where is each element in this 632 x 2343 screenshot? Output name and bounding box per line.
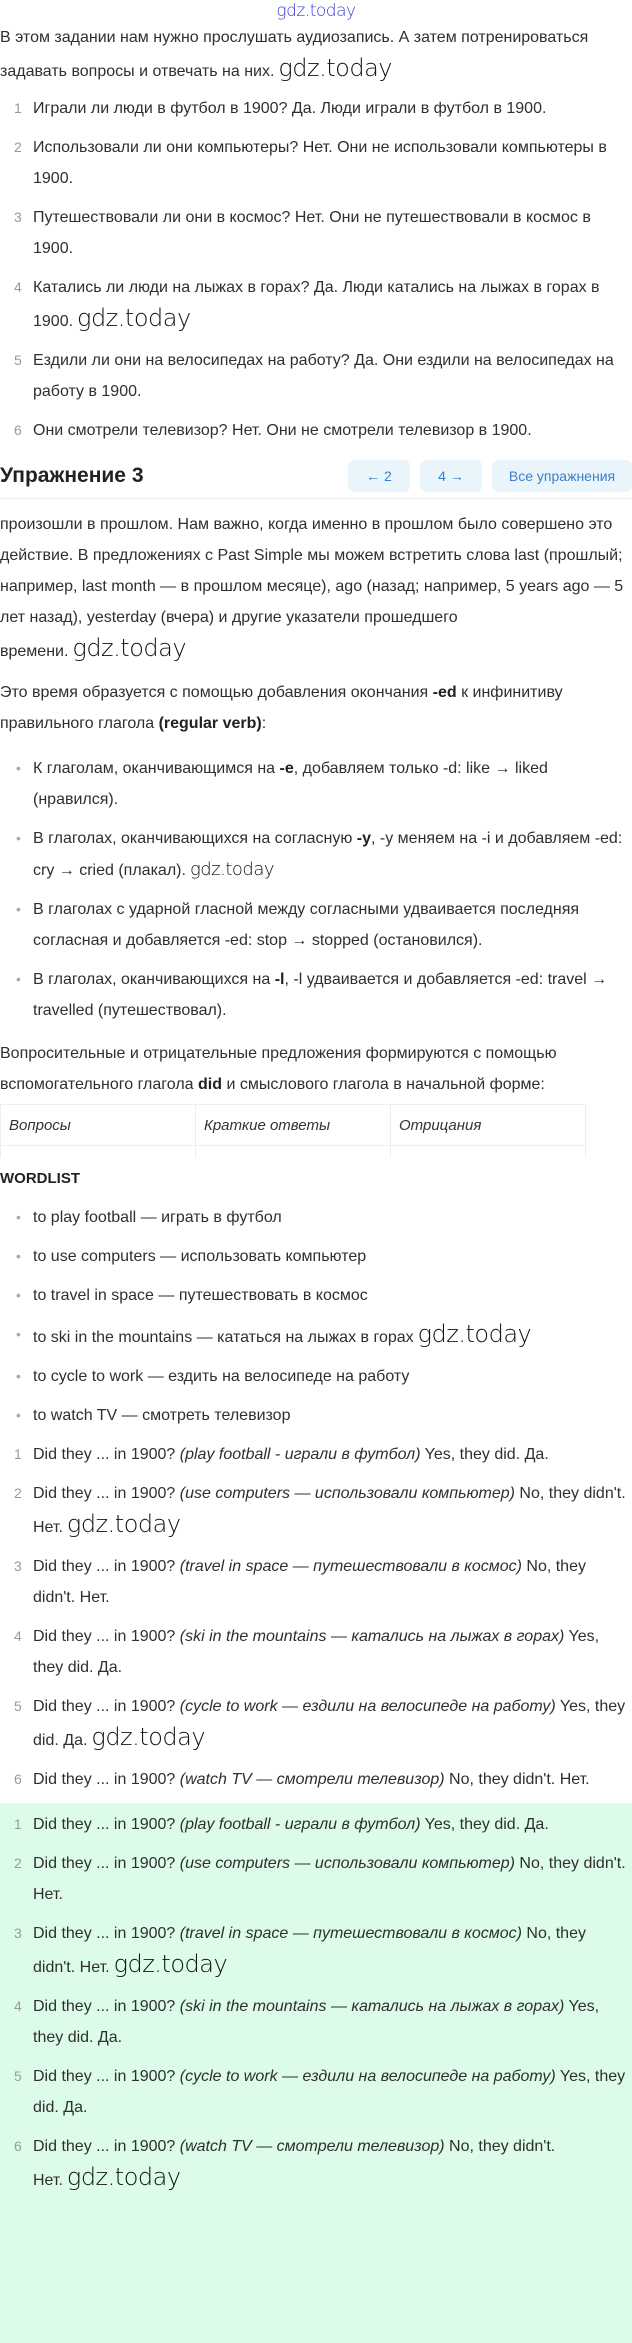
answer-item xyxy=(0,1991,632,2053)
rule-item xyxy=(0,823,632,886)
wordlist-text: to cycle to work — ездить на велосипеде на работу xyxy=(33,1368,410,1385)
answers-list xyxy=(0,1439,632,1795)
wordlist-text: to travel in space — путешествовать в космос xyxy=(33,1287,368,1304)
translation-item xyxy=(0,345,632,407)
translation-list xyxy=(0,93,632,446)
text-segment: Yes, they did. Да. xyxy=(33,2068,626,2116)
intro-text xyxy=(0,22,632,87)
text-segment: Did they ... in 1900? xyxy=(33,2138,180,2155)
bullet-icon: • xyxy=(16,1326,21,1342)
wordlist-section xyxy=(0,1166,632,1795)
rule-item xyxy=(0,894,632,956)
watermark: gdz.today xyxy=(91,1723,206,1751)
wordlist-text: to watch TV — смотреть телевизор xyxy=(33,1407,291,1424)
text-segment: В глаголах, оканчивающихся на xyxy=(33,971,275,988)
translation-item xyxy=(0,272,632,337)
item-number: 5 xyxy=(14,352,22,368)
text-segment: Yes, they did. Да. xyxy=(420,1446,549,1463)
bullet-icon: • xyxy=(16,830,21,846)
highlighted-answer-block xyxy=(0,1803,632,2343)
answer-item xyxy=(0,1691,632,1756)
text-segment: Yes, they did. Да. xyxy=(33,1698,626,1749)
text-segment: , добавляем только -d: like → liked (нравился). xyxy=(33,760,548,808)
wordlist-item xyxy=(0,1280,632,1311)
text-segment: Did they ... in 1900? xyxy=(33,1698,180,1715)
text-segment: : xyxy=(261,715,267,732)
translation-text: Катались ли люди на лыжах в горах? Да. Люди катались на лыжах в горах в 1900. xyxy=(33,279,600,330)
wordlist-text: to ski in the mountains — кататься на лыжах в горах xyxy=(33,1329,414,1346)
table-cell xyxy=(196,1146,391,1159)
wordlist-item xyxy=(0,1400,632,1431)
text-segment: К глаголам, оканчивающимся на xyxy=(33,760,280,777)
site-logo: gdz.today xyxy=(276,1,356,21)
text-segment: В глаголах, оканчивающихся на согласную xyxy=(33,830,357,847)
watermark: gdz.today xyxy=(189,859,275,880)
bullet-icon: • xyxy=(16,760,21,776)
text-segment: Did they ... in 1900? xyxy=(33,1558,180,1575)
item-number: 3 xyxy=(14,1925,22,1941)
all-exercises-button[interactable]: Все упражнения xyxy=(492,460,632,492)
translation-text: Ездили ли они на велосипедах на работу? Да. Они ездили на велосипедах на работу в 1900. xyxy=(33,352,614,400)
text-segment: Это время образуется с помощью добавления окончания xyxy=(0,684,433,701)
verb-hint: (use computers — использовали компьютер) xyxy=(179,1855,515,1872)
intro-text-content: В этом задании нам нужно прослушать аудиозапись. А затем потренироваться задавать вопросы и отвечать на них. xyxy=(0,29,589,80)
rule-item xyxy=(0,964,632,1026)
wordlist xyxy=(0,1202,632,1431)
text-segment: Did they ... in 1900? xyxy=(33,1771,180,1788)
watermark: gdz.today xyxy=(72,634,187,662)
text-segment: No, they didn't. Нет. xyxy=(33,1855,626,1903)
answers-list-highlighted xyxy=(0,1809,632,2196)
table-header-questions: Вопросы xyxy=(1,1105,196,1146)
text-segment: No, they didn't. Нет. xyxy=(444,1771,590,1788)
table-header-negatives: Отрицания xyxy=(391,1105,586,1146)
translation-text: Использовали ли они компьютеры? Нет. Они не использовали компьютеры в 1900. xyxy=(33,139,607,187)
bullet-icon: • xyxy=(16,1287,21,1303)
answer-item xyxy=(0,1551,632,1613)
verb-hint: (travel in space — путешествовали в космос) xyxy=(179,1925,522,1942)
text-segment: Did they ... in 1900? xyxy=(33,1855,180,1872)
answer-item xyxy=(0,1764,632,1795)
translation-item xyxy=(0,415,632,446)
text-segment: Did they ... in 1900? xyxy=(33,1446,180,1463)
answer-item xyxy=(0,2131,632,2196)
watermark: gdz.today xyxy=(66,2163,181,2191)
wordlist-title: WORDLIST xyxy=(0,1170,80,1187)
text-segment: Did they ... in 1900? xyxy=(33,1628,180,1645)
item-number: 3 xyxy=(14,209,22,225)
answer-item xyxy=(0,1848,632,1910)
grammar-table xyxy=(0,1104,586,1158)
text-segment: , -l удваивается и добавляется -ed: travel → travelled (путешествовал). xyxy=(33,971,608,1019)
verb-hint: (play football - играли в футбол) xyxy=(179,1816,421,1833)
wordlist-item xyxy=(0,1319,632,1353)
bullet-icon: • xyxy=(16,1368,21,1384)
theory-section xyxy=(0,509,632,1158)
answer-item xyxy=(0,1621,632,1683)
verb-hint: (play football - играли в футбол) xyxy=(179,1446,421,1463)
bold-term: -ed xyxy=(432,684,457,701)
wordlist-item xyxy=(0,1202,632,1233)
table-header-short-answers: Краткие ответы xyxy=(196,1105,391,1146)
wordlist-text: to play football — играть в футбол xyxy=(33,1209,282,1226)
item-number: 5 xyxy=(14,1698,22,1714)
exercise-header xyxy=(0,454,632,499)
text-segment: No, they didn't. Нет. xyxy=(33,1558,586,1606)
text-segment: Yes, they did. Да. xyxy=(33,1998,600,2046)
bold-term: -y xyxy=(356,830,371,847)
theory-formation xyxy=(0,677,632,739)
text-segment: Yes, they did. Да. xyxy=(420,1816,549,1833)
rule-item xyxy=(0,753,632,815)
verb-hint: (cycle to work — ездили на велосипеде на работу) xyxy=(179,1698,556,1715)
bullet-icon: • xyxy=(16,971,21,987)
text-segment: Did they ... in 1900? xyxy=(33,1816,180,1833)
translation-item xyxy=(0,132,632,194)
text-segment: No, they didn't. Нет. xyxy=(33,2138,556,2189)
item-number: 2 xyxy=(14,139,22,155)
verb-hint: (travel in space — путешествовали в космос) xyxy=(179,1558,522,1575)
watermark: gdz.today xyxy=(77,304,191,332)
table-cell xyxy=(391,1146,586,1159)
text-segment: Did they ... in 1900? xyxy=(33,2068,180,2085)
item-number: 4 xyxy=(14,1628,22,1644)
answer-item xyxy=(0,1478,632,1543)
item-number: 6 xyxy=(14,2138,22,2154)
translation-text: Путешествовали ли они в космос? Нет. Они не путешествовали в космос в 1900. xyxy=(33,209,591,257)
bullet-icon: • xyxy=(16,901,21,917)
item-number: 6 xyxy=(14,422,22,438)
item-number: 1 xyxy=(14,1816,22,1832)
bullet-icon: • xyxy=(16,1407,21,1423)
watermark: gdz.today xyxy=(278,54,393,82)
bold-term: did xyxy=(198,1076,222,1093)
answer-item xyxy=(0,1918,632,1983)
verb-hint: (watch TV — смотрели телевизор) xyxy=(179,1771,445,1788)
wordlist-item xyxy=(0,1241,632,1272)
translation-text: Они смотрели телевизор? Нет. Они не смотрели телевизор в 1900. xyxy=(33,422,532,439)
next-exercise-button[interactable]: 4 → xyxy=(420,460,482,492)
rules-list xyxy=(0,753,632,1026)
text-segment: В глаголах с ударной гласной между согласными удваивается последняя согласная и добавляется -ed: stop → stopped (остановился). xyxy=(33,901,580,949)
item-number: 3 xyxy=(14,1558,22,1574)
theory-paragraph xyxy=(0,509,632,667)
watermark: gdz.today xyxy=(417,1320,532,1348)
verb-hint: (use computers — использовали компьютер) xyxy=(179,1485,515,1502)
text-segment: , -y меняем на -i и добавляем -ed: cry → cried (плакал). xyxy=(33,830,623,879)
prev-exercise-button[interactable]: ← 2 xyxy=(348,460,410,492)
text-segment: Did they ... in 1900? xyxy=(33,1925,180,1942)
answer-item xyxy=(0,2061,632,2123)
translation-item xyxy=(0,202,632,264)
bold-term: -e xyxy=(279,760,294,777)
translation-item xyxy=(0,93,632,124)
text-segment: и смыслового глагола в начальной форме: xyxy=(222,1076,545,1093)
text-segment: к инфинитиву правильного глагола xyxy=(0,684,563,732)
answer-item xyxy=(0,1439,632,1470)
item-number: 4 xyxy=(14,1998,22,2014)
item-number: 5 xyxy=(14,2068,22,2084)
text-segment: No, they didn't. Нет. xyxy=(33,1485,626,1536)
item-number: 2 xyxy=(14,1485,22,1501)
item-number: 6 xyxy=(14,1771,22,1787)
watermark: gdz.today xyxy=(113,1950,228,1978)
wordlist-text: to use computers — использовать компьютер xyxy=(33,1248,367,1265)
table-cell xyxy=(1,1146,196,1159)
bold-term: (regular verb) xyxy=(158,715,262,732)
text-segment: No, they didn't. Нет. xyxy=(33,1925,586,1976)
item-number: 4 xyxy=(14,279,22,295)
answer-item xyxy=(0,1809,632,1840)
text-segment: Вопросительные и отрицательные предложения формируются с помощью вспомогательного глагола xyxy=(0,1045,557,1093)
text-segment: Did they ... in 1900? xyxy=(33,1485,180,1502)
bullet-icon: • xyxy=(16,1248,21,1264)
theory-questions xyxy=(0,1038,632,1100)
theory-paragraph-text: произошли в прошлом. Нам важно, когда именно в прошлом было совершено это действие. В предложениях с Past Simple мы можем встретить слова last (прошлый; например, last month — в прошлом месяце), ago (назад; например, 5 years ago — 5 лет назад), yesterday (вчера) и другие указатели прошедшего времени. xyxy=(0,516,624,660)
translation-text: Играли ли люди в футбол в 1900? Да. Люди играли в футбол в 1900. xyxy=(33,100,547,117)
verb-hint: (ski in the mountains — катались на лыжах в горах) xyxy=(179,1628,565,1645)
item-number: 1 xyxy=(14,100,22,116)
page-title: Упражнение 3 xyxy=(0,464,144,487)
bullet-icon: • xyxy=(16,1209,21,1225)
watermark: gdz.today xyxy=(66,1510,181,1538)
wordlist-item xyxy=(0,1361,632,1392)
task-intro-section xyxy=(0,22,632,446)
verb-hint: (cycle to work — ездили на велосипеде на работу) xyxy=(179,2068,556,2085)
item-number: 1 xyxy=(14,1446,22,1462)
bold-term: -l xyxy=(274,971,285,988)
text-segment: Yes, they did. Да. xyxy=(33,1628,600,1676)
text-segment: Did they ... in 1900? xyxy=(33,1998,180,2015)
item-number: 2 xyxy=(14,1855,22,1871)
verb-hint: (watch TV — смотрели телевизор) xyxy=(179,2138,445,2155)
verb-hint: (ski in the mountains — катались на лыжах в горах) xyxy=(179,1998,565,2015)
